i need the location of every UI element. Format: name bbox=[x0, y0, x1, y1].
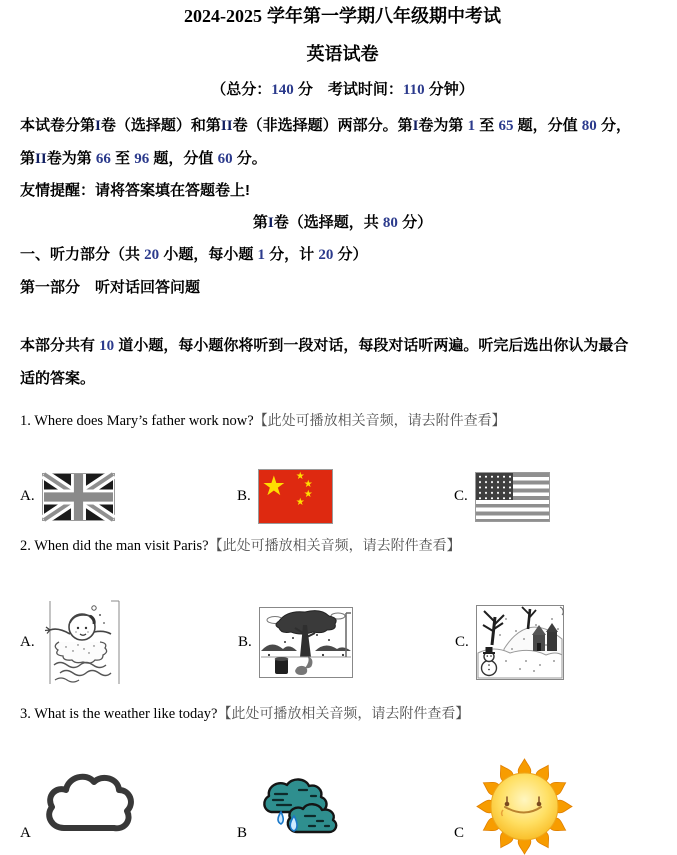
option-label: B bbox=[237, 825, 248, 841]
number-text: 1 bbox=[467, 118, 476, 134]
number-text: 20 bbox=[318, 247, 334, 263]
option-a bbox=[20, 469, 115, 524]
text-segment: 卷为第 bbox=[46, 149, 96, 167]
title-year-text: 2024-2025 bbox=[184, 6, 262, 26]
text-segment: （总分： bbox=[211, 81, 272, 98]
text-segment: 分，计 bbox=[265, 246, 319, 263]
number-text: 96 bbox=[134, 150, 150, 167]
uk-flag-image bbox=[42, 473, 115, 521]
summer-swimming-scene-image bbox=[42, 599, 127, 686]
text-segment: 分。 bbox=[232, 149, 267, 167]
cloudy-icon bbox=[42, 766, 136, 836]
roman-numeral: I bbox=[267, 214, 274, 231]
option-a bbox=[20, 758, 136, 841]
number-text: 20 bbox=[144, 247, 160, 263]
option-c bbox=[454, 469, 550, 524]
score-line bbox=[20, 79, 665, 101]
question-3-line bbox=[20, 705, 665, 724]
audio-note: 【此处可播放相关音频，请去附件查看】 bbox=[217, 707, 470, 722]
text-segment: 小题，每小题 bbox=[159, 246, 258, 263]
text-segment: 题，分值 bbox=[149, 149, 218, 167]
part1-heading: 第一部分 听对话回答问题 bbox=[20, 278, 201, 296]
notice-line-1 bbox=[20, 110, 665, 143]
question-1-line bbox=[20, 412, 665, 431]
option-b bbox=[237, 469, 333, 524]
volume1-heading bbox=[20, 207, 665, 240]
exam-subtitle: 英语试卷 bbox=[306, 44, 379, 64]
sunny-icon bbox=[476, 758, 573, 855]
option-label: B. bbox=[237, 488, 251, 504]
exam-minutes-value: 110 bbox=[402, 82, 425, 98]
text-segment: 题，分值 bbox=[513, 117, 582, 134]
option-c bbox=[454, 758, 573, 841]
autumn-tree-scene-image bbox=[259, 607, 353, 678]
number-text: 1 bbox=[257, 247, 266, 263]
title-text: 学年第一学期八年级期中考试 bbox=[262, 6, 501, 26]
china-flag-big-star-icon bbox=[262, 473, 286, 500]
listening-section-heading bbox=[20, 239, 665, 272]
usa-flag-canton bbox=[476, 473, 513, 500]
notice-and-sections bbox=[20, 110, 665, 303]
question-3-options-row bbox=[20, 758, 665, 841]
china-flag-image bbox=[258, 469, 333, 524]
option-b bbox=[237, 758, 343, 841]
option-a bbox=[20, 598, 127, 686]
option-label: C bbox=[454, 825, 465, 841]
text-segment: 分） bbox=[397, 213, 433, 231]
page-title bbox=[20, 4, 665, 28]
question-text: Where does Mary’s father work now? bbox=[30, 413, 254, 429]
question-1-options-row bbox=[20, 469, 665, 524]
question-text: What is the weather like today? bbox=[30, 706, 218, 722]
text-segment: 卷（选择题）和第 bbox=[100, 117, 221, 134]
question-2-options-row bbox=[20, 598, 665, 686]
text-segment: 第 bbox=[252, 213, 268, 231]
option-label: A. bbox=[20, 488, 35, 504]
number-text: 80 bbox=[382, 214, 398, 231]
text-segment: 至 bbox=[110, 149, 135, 167]
roman-numeral: I bbox=[95, 118, 101, 134]
question-number: 1. bbox=[20, 413, 31, 429]
number-text: 60 bbox=[217, 150, 233, 167]
text-segment: 本部分共有 bbox=[20, 337, 100, 354]
notice-line-2 bbox=[20, 143, 665, 176]
option-c bbox=[455, 598, 564, 686]
audio-note: 【此处可播放相关音频，请去附件查看】 bbox=[208, 539, 461, 554]
question-text: When did the man visit Paris? bbox=[30, 538, 209, 554]
text-segment: 道小题，每小题你将听到一段对话，每段对话听两遍。听完后选出你认为最合 bbox=[114, 337, 629, 354]
roman-numeral: I bbox=[412, 118, 419, 134]
china-flag-small-star-icon bbox=[304, 490, 313, 500]
option-label: C. bbox=[454, 488, 468, 504]
option-label: A bbox=[20, 825, 31, 841]
option-b bbox=[238, 598, 353, 686]
instructions-line-2: 适的答案。 bbox=[20, 369, 96, 387]
number-text: 66 bbox=[95, 150, 111, 167]
text-segment: 本试卷分第 bbox=[20, 117, 96, 134]
number-text: 65 bbox=[498, 118, 514, 134]
number-text: 10 bbox=[99, 338, 115, 354]
question-number: 2. bbox=[20, 538, 31, 554]
rainy-icon bbox=[259, 774, 343, 836]
text-segment: 卷（选择题，共 bbox=[273, 213, 383, 231]
option-label: C. bbox=[455, 633, 469, 650]
question-2-line bbox=[20, 537, 665, 556]
text-segment: 分） bbox=[333, 246, 368, 263]
audio-note: 【此处可播放相关音频，请去附件查看】 bbox=[253, 414, 506, 429]
total-score-value: 140 bbox=[271, 82, 294, 98]
text-segment: 分， bbox=[596, 117, 631, 134]
usa-flag-image bbox=[475, 472, 550, 522]
option-label: A. bbox=[20, 633, 35, 650]
listening-instructions bbox=[20, 330, 665, 394]
text-segment: 一、听力部分（共 bbox=[20, 246, 145, 263]
text-segment: 分 考试时间： bbox=[293, 81, 403, 98]
number-text: 80 bbox=[581, 118, 597, 134]
question-number: 3. bbox=[20, 706, 31, 722]
roman-numeral: II bbox=[220, 118, 233, 134]
roman-numeral: II bbox=[35, 150, 47, 167]
text-segment: 至 bbox=[475, 117, 499, 134]
china-flag-small-star-icon bbox=[296, 498, 305, 508]
winter-snow-scene-image bbox=[476, 605, 564, 680]
text-segment: 卷（非选择题）两部分。第 bbox=[232, 117, 413, 134]
instructions-line-1 bbox=[20, 330, 665, 363]
reminder-line: 友情提醒：请将答案填在答题卷上! bbox=[20, 182, 250, 199]
option-label: B. bbox=[238, 633, 252, 650]
text-segment: 卷为第 bbox=[418, 117, 468, 134]
text-segment: 分钟） bbox=[424, 81, 474, 98]
text-segment: 第 bbox=[20, 149, 36, 167]
